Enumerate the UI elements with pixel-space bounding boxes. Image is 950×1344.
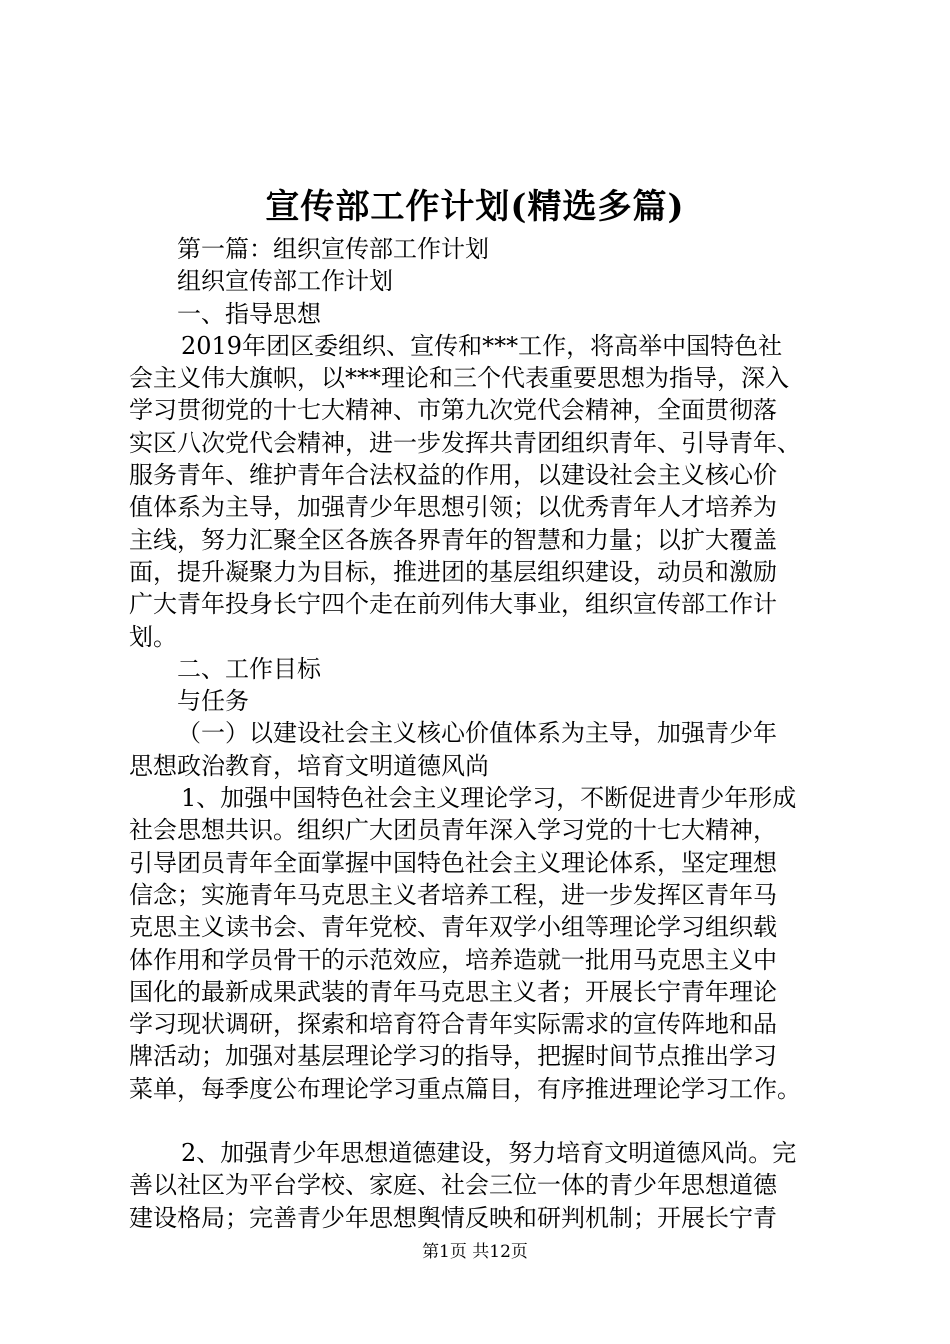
paragraph-line: 克思主义读书会、青年党校、青年双学小组等理论学习组织载 (129, 913, 777, 942)
paragraph-line: 服务青年、维护青年合法权益的作用，以建设社会主义核心价 (129, 461, 777, 490)
paragraph-line: 体作用和学员骨干的示范效应，培养造就一批用马克思主义中 (129, 945, 777, 974)
paragraph-line: 划。 (129, 622, 177, 651)
paragraph-line: 二、工作目标 (177, 654, 321, 683)
paragraph-line: 组织宣传部工作计划 (177, 267, 393, 296)
paragraph-line: 学习贯彻党的十七大精神、市第九次党代会精神，全面贯彻落 (129, 396, 777, 425)
paragraph-line: 牌活动；加强对基层理论学习的指导，把握时间节点推出学习 (129, 1042, 777, 1071)
paragraph-line: 引导团员青年全面掌握中国特色社会主义理论体系，坚定理想 (129, 848, 777, 877)
paragraph-line: 会主义伟大旗帜，以***理论和三个代表重要思想为指导，深入 (129, 364, 789, 393)
paragraph-line: 主线，努力汇聚全区各族各界青年的智慧和力量；以扩大覆盖 (129, 525, 777, 554)
paragraph-line: 第一篇：组织宣传部工作计划 (177, 235, 489, 263)
paragraph-line: （一）以建设社会主义核心价值体系为主导，加强青少年 (177, 719, 777, 748)
paragraph-line: 菜单，每季度公布理论学习重点篇目，有序推进理论学习工作。 (129, 1074, 801, 1103)
paragraph-line: 学习现状调研，探索和培育符合青年实际需求的宣传阵地和品 (129, 1010, 777, 1039)
paragraph-line: 广大青年投身长宁四个走在前列伟大事业，组织宣传部工作计 (129, 590, 777, 619)
paragraph-line: 2019年团区委组织、宣传和***工作，将高举中国特色社 (181, 331, 783, 360)
paragraph-line: 1、加强中国特色社会主义理论学习，不断促进青少年形成 (181, 784, 797, 813)
paragraph-line: 实区八次党代会精神，进一步发挥共青团组织青年、引导青年、 (129, 428, 801, 457)
paragraph-line: 国化的最新成果武装的青年马克思主义者；开展长宁青年理论 (129, 977, 777, 1006)
paragraph-line: 信念；实施青年马克思主义者培养工程，进一步发挥区青年马 (129, 880, 777, 909)
paragraph-line: 与任务 (177, 687, 249, 716)
page-number-footer: 第1页 共12页 (422, 1242, 528, 1262)
paragraph-line: 2、加强青少年思想道德建设，努力培育文明道德风尚。完 (181, 1139, 797, 1168)
paragraph-line: 面，提升凝聚力为目标，推进团的基层组织建设，动员和激励 (129, 557, 777, 586)
paragraph-line: 建设格局；完善青少年思想舆情反映和研判机制；开展长宁青 (129, 1203, 777, 1232)
document-title: 宣传部工作计划(精选多篇) (265, 187, 685, 227)
paragraph-line: 一、指导思想 (177, 299, 321, 328)
document-body (129, 233, 829, 1234)
paragraph-line: 思想政治教育，培育文明道德风尚 (129, 751, 489, 780)
paragraph-line: 值体系为主导，加强青少年思想引领；以优秀青年人才培养为 (129, 493, 777, 522)
paragraph-spacer (129, 1105, 829, 1137)
paragraph-line: 社会思想共识。组织广大团员青年深入学习党的十七大精神， (129, 816, 777, 845)
paragraph-line: 善以社区为平台学校、家庭、社会三位一体的青少年思想道德 (129, 1171, 777, 1200)
